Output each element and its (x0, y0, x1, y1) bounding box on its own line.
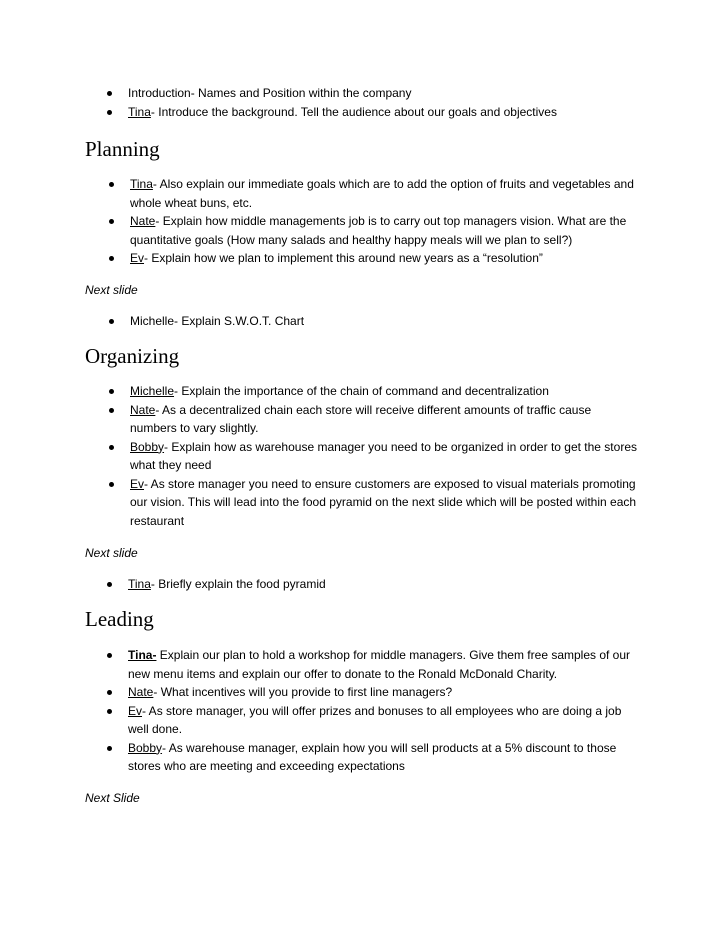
person-name: Ev (130, 476, 145, 491)
list-item (130, 401, 640, 438)
bullet-icon (109, 256, 114, 261)
bullet-icon (107, 709, 112, 714)
list-item (130, 438, 640, 475)
person-name: Bobby (130, 439, 165, 454)
item-text: - As store manager, you will offer prizes and bonuses to all employees who are doing a job well done. (128, 703, 622, 736)
planning-list (130, 175, 645, 268)
next-slide-label: Next Slide (85, 791, 140, 805)
item-text: Michelle- Explain S.W.O.T. Chart (130, 314, 305, 328)
person-name: Tina (128, 104, 151, 119)
item-text: - Explain how as warehouse manager you need to be organized in order to get the stores what they need (130, 439, 637, 472)
planning-next-list (130, 312, 650, 331)
item-text: - As store manager you need to ensure customers are exposed to visual materials promoting our vision. This will lead into the food pyramid on the next slide which will be posted within each restaurant (130, 476, 637, 528)
person-name: Ev (130, 251, 145, 265)
next-slide-label: Next slide (85, 546, 138, 560)
bullet-icon (109, 182, 114, 187)
list-item (130, 175, 645, 212)
list-item (128, 103, 628, 122)
item-text: - Explain how we plan to implement this around new years as a “resolution” (144, 251, 543, 265)
list-item (130, 312, 650, 331)
list-item (130, 382, 640, 401)
person-name: Michelle (130, 384, 175, 398)
person-name: Tina (130, 177, 153, 191)
bullet-icon (107, 746, 112, 751)
bullet-icon (107, 653, 112, 658)
list-item (130, 475, 640, 531)
person-name: Nate (130, 402, 156, 417)
list-item (128, 683, 638, 702)
section-heading-leading: Leading (85, 607, 154, 631)
list-item (128, 739, 638, 776)
leading-list (128, 646, 638, 776)
item-text: Introduction- Names and Position within the company (128, 86, 412, 100)
bullet-icon (107, 690, 112, 695)
item-text: - Explain the importance of the chain of command and decentralization (174, 384, 549, 398)
item-text: Explain our plan to hold a workshop for middle managers. Give them free samples of our new menu items and explain our offer to donate to the Ronald McDonald Charity. (128, 648, 631, 681)
next-slide-label: Next slide (85, 283, 138, 297)
person-name: Bobby (128, 740, 163, 755)
person-name: Nate (130, 214, 156, 228)
section-heading-organizing: Organizing (85, 344, 180, 368)
section-heading-planning: Planning (85, 137, 160, 161)
list-item (128, 84, 628, 103)
list-item (130, 212, 645, 249)
intro-list (128, 84, 628, 121)
bullet-icon (109, 219, 114, 224)
list-item (128, 646, 638, 683)
person-name: Tina- (128, 648, 157, 662)
organizing-list (130, 382, 640, 530)
list-item (130, 249, 645, 268)
person-name: Tina (128, 577, 151, 591)
bullet-icon (109, 319, 114, 324)
item-text: - Also explain our immediate goals which are to add the option of fruits and vegetables and whole wheat buns, etc. (130, 177, 634, 210)
item-text: - Introduce the background. Tell the audience about our goals and objectives (150, 104, 557, 119)
item-text: - What incentives will you provide to first line managers? (153, 685, 453, 699)
item-text: - Explain how middle managements job is to carry out top managers vision. What are the quantitative goals (How many salads and healthy happy meals will we plan to sell?) (130, 214, 627, 247)
bullet-icon (107, 91, 112, 96)
bullet-icon (109, 389, 114, 394)
item-text: - As warehouse manager, explain how you will sell products at a 5% discount to those stores who are meeting and exceeding expectations (128, 740, 617, 773)
bullet-icon (107, 110, 112, 115)
organizing-next-list (128, 575, 648, 594)
list-item (128, 702, 638, 739)
item-text: - Briefly explain the food pyramid (150, 577, 326, 591)
bullet-icon (107, 582, 112, 587)
person-name: Ev (128, 703, 143, 718)
bullet-icon (109, 445, 114, 450)
list-item (128, 575, 648, 594)
bullet-icon (109, 408, 114, 413)
bullet-icon (109, 482, 114, 487)
item-text: - As a decentralized chain each store will receive different amounts of traffic cause numbers to vary slightly. (130, 402, 592, 435)
person-name: Nate (128, 685, 154, 699)
